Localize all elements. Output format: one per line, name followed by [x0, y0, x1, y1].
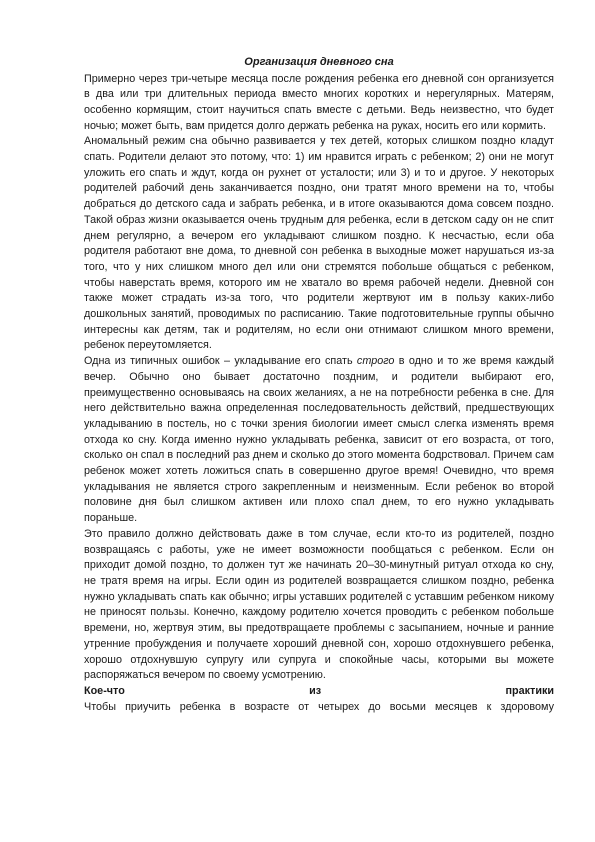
page-title: Организация дневного сна: [244, 56, 394, 68]
section-heading-word-1: Кое-что: [84, 684, 125, 697]
paragraph-3-start: Одна из типичных ошибок – укладывание его спать: [84, 355, 357, 368]
document-page: [84, 55, 554, 715]
paragraph-3: [84, 354, 554, 527]
paragraph-5: Чтобы приучить ребенка в возрасте от четырех до восьми месяцев к здоровому: [84, 700, 554, 713]
paragraph-3-emphasis: строго: [356, 355, 395, 368]
paragraph-4: Это правило должно действовать даже в том случае, если кто-то из родителей, поздно возвращаясь с работы, уже не имеет возможности пообщаться с ребенком. Если он приходит домой поздно, то должен тут же начинать 20–30-минутный ритуал отхода ко сну, не тратя время на игры. Если один из родителей возвращается слишком поздно, ребенка нужно укладывать спать как обычно; игры уставших родителей с уставшим ребенком никому не приносят пользы. Конечно, каждому родителю хочется проводить с ребенком побольше времени, но, жертвуя этим, вы предотвращаете проблемы с засыпанием, ночные и ранние утренние пробуждения и получаете хороший дневной сон, хорошо отдохнувшего ребенка, хорошо отдохнувшую супругу или супруга и спокойные часы, которыми вы можете распоряжаться вечером по своему усмотрению.: [84, 527, 554, 682]
paragraph-3-end: в одно и то же время каждый вечер. Обычно оно бывает достаточно поздним, и родители выбирают его, преимущественно основываясь на своих желаниях, а не на потребности ребенка в сне. Для него действительно важна определенная последовательность действий, предшествующих укладыванию в постель, но с точки зрения биологии имеет смысл слегка изменять время отхода ко сну. Когда именно нужно укладывать ребенка, зависит от его возраста, от того, сколько он спал в последний раз днем и сколько до этого момента бодрствовал. Причем сам ребенок может хотеть ложиться спать в совершенно другое время! Очевидно, что время укладывания не является строго закрепленным и неизменным. Если ребенок во второй половине дня был слишком активен или плохо спал днем, то его нужно укладывать пораньше.: [84, 355, 554, 525]
paragraph-1: Примерно через три-четыре месяца после рождения ребенка его дневной сон организуется в два или три длительных периода вместо многих коротких и нерегулярных. Матерям, особенно кормящим, стоит научиться спать вместе с детьми. Ведь неизвестно, что будет ночью; может быть, вам придется долго держать ребенка на руках, носить его или кормить.: [84, 72, 554, 132]
section-heading-word-3: практики: [505, 684, 554, 697]
section-heading: [84, 684, 554, 700]
section-heading-word-2: из: [309, 684, 322, 697]
paragraph-2: Аномальный режим сна обычно развивается у тех детей, которых слишком поздно кладут спать. Родители делают это потому, что: 1) им нравится играть с ребенком; 2) они не могут уложить его спать и ждут, когда он рухнет от усталости; или 3) и то и другое. У некоторых родителей рабочий день заканчивается поздно, они тратят много времени на то, чтобы добраться до детского сада и забрать ребенка, и в итоге оказываются дома совсем поздно. Такой образ жизни оказывается очень трудным для ребенка, если в детском саду он не спит днем регулярно, а вечером его укладывают слишком поздно. К несчастью, если оба родителя работают вне дома, то дневной сон ребенка в выходные может нарушаться из-за того, что у них слишком много дел или они стремятся побольше общаться с ребенком, чтобы наверстать время, которого им не хватало во время рабочей недели. Дневной сон также может страдать из-за того, что родители жертвуют им в пользу каких-либо дошкольных занятий, проводимых по расписанию. Такие подготовительные группы обычно интересны как детям, так и родителям, но если они отнимают слишком много времени, ребенок переутомляется.: [84, 135, 554, 352]
